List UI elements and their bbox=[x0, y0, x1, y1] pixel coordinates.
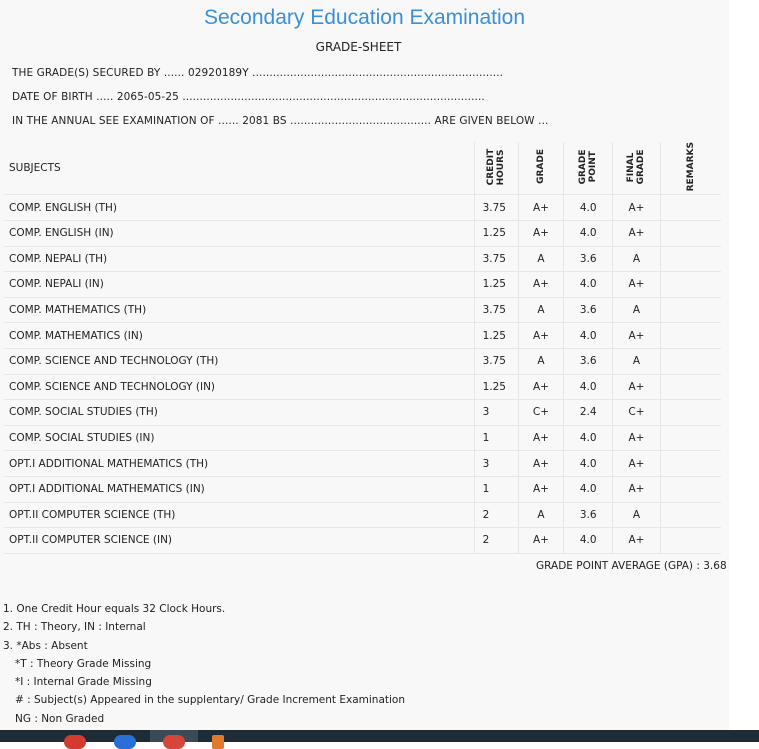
final-grade-cell: A bbox=[613, 297, 660, 323]
app-icon[interactable] bbox=[64, 735, 86, 749]
credit-hours-cell: 1.25 bbox=[474, 220, 518, 246]
remarks-cell bbox=[660, 272, 721, 298]
table-row bbox=[4, 400, 721, 426]
remarks-cell bbox=[660, 502, 721, 528]
grade-cell: C+ bbox=[518, 400, 563, 426]
grade-cell: A+ bbox=[518, 220, 563, 246]
footnote: 1. One Credit Hour equals 32 Clock Hours. bbox=[3, 603, 226, 615]
final-grade-cell: A+ bbox=[613, 425, 660, 451]
credit-hours-cell: 2 bbox=[474, 502, 518, 528]
credit-hours-cell: 3.75 bbox=[474, 246, 518, 272]
final-grade-cell: A+ bbox=[613, 476, 660, 502]
credit-hours-cell: 3 bbox=[474, 451, 518, 477]
footnote: *T : Theory Grade Missing bbox=[15, 657, 152, 670]
credit-hours-cell: 1 bbox=[474, 476, 518, 502]
leader-dots: ..... bbox=[96, 91, 114, 103]
subject-cell: OPT.II COMPUTER SCIENCE (IN) bbox=[4, 528, 474, 554]
gpa-summary bbox=[536, 560, 727, 572]
leader-dots: ......................................................................... bbox=[252, 67, 504, 79]
final-grade-cell: A+ bbox=[613, 374, 660, 400]
grade-cell: A bbox=[518, 297, 563, 323]
exam-suffix: ARE GIVEN BELOW bbox=[434, 115, 535, 127]
grade-point-cell: 4.0 bbox=[564, 451, 613, 477]
subject-cell: COMP. SOCIAL STUDIES (IN) bbox=[4, 425, 474, 451]
gpa-label: GRADE POINT AVERAGE (GPA) : bbox=[536, 560, 700, 572]
leader-dots: ...... bbox=[163, 67, 185, 79]
grade-cell: A bbox=[518, 502, 563, 528]
browser-icon[interactable] bbox=[163, 735, 185, 749]
exam-label: IN THE ANNUAL SEE EXAMINATION OF bbox=[12, 115, 215, 127]
table-row bbox=[4, 272, 721, 298]
grade-cell: A bbox=[518, 246, 563, 272]
footnote: # : Subject(s) Appeared in the supplentary/ Grade Increment Examination bbox=[15, 694, 405, 707]
footnotes bbox=[3, 600, 405, 728]
subject-cell: OPT.I ADDITIONAL MATHEMATICS (IN) bbox=[4, 476, 474, 502]
grade-point-cell: 4.0 bbox=[564, 425, 613, 451]
subject-cell: COMP. SCIENCE AND TECHNOLOGY (TH) bbox=[4, 348, 474, 374]
table-row bbox=[4, 502, 721, 528]
remarks-cell bbox=[660, 528, 721, 554]
remarks-cell bbox=[660, 476, 721, 502]
grade-point-cell: 3.6 bbox=[564, 348, 613, 374]
header-credit-hours-cell bbox=[474, 142, 518, 195]
app-icon[interactable] bbox=[212, 735, 224, 749]
final-grade-cell: A bbox=[613, 246, 660, 272]
remarks-cell bbox=[660, 348, 721, 374]
grades-table bbox=[4, 142, 721, 554]
header-final-grade: FINAL GRADE bbox=[626, 149, 647, 185]
table-row bbox=[4, 348, 721, 374]
final-grade-cell: A+ bbox=[613, 451, 660, 477]
remarks-cell bbox=[660, 195, 721, 221]
remarks-cell bbox=[660, 297, 721, 323]
gpa-value: 3.68 bbox=[703, 560, 727, 572]
grade-sheet-heading: GRADE-SHEET bbox=[315, 40, 402, 54]
subject-cell: COMP. ENGLISH (IN) bbox=[4, 220, 474, 246]
grade-point-cell: 4.0 bbox=[564, 220, 613, 246]
final-grade-cell: A+ bbox=[613, 323, 660, 349]
header-grade-cell bbox=[518, 142, 563, 195]
header-grade-point-cell bbox=[564, 142, 613, 195]
footnote: *I : Internal Grade Missing bbox=[15, 676, 152, 689]
table-row bbox=[4, 476, 721, 502]
grades-secured-line bbox=[12, 67, 503, 79]
footnote: 3. *Abs : Absent bbox=[3, 639, 88, 652]
table-header-row bbox=[4, 142, 721, 195]
final-grade-cell: A bbox=[613, 348, 660, 374]
credit-hours-cell: 3.75 bbox=[474, 195, 518, 221]
table-row bbox=[4, 220, 721, 246]
grade-point-cell: 4.0 bbox=[564, 528, 613, 554]
grade-point-cell: 2.4 bbox=[564, 400, 613, 426]
page-title: Secondary Education Examination bbox=[203, 6, 526, 29]
remarks-cell bbox=[660, 400, 721, 426]
subject-cell: COMP. NEPALI (IN) bbox=[4, 272, 474, 298]
symbol-number: 02920189Y bbox=[187, 67, 249, 79]
subject-cell: OPT.II COMPUTER SCIENCE (TH) bbox=[4, 502, 474, 528]
grade-point-cell: 3.6 bbox=[564, 297, 613, 323]
header-remarks-cell bbox=[660, 142, 721, 195]
header-remarks: REMARKS bbox=[685, 142, 696, 192]
credit-hours-cell: 3.75 bbox=[474, 348, 518, 374]
final-grade-cell: A+ bbox=[613, 195, 660, 221]
grade-cell: A+ bbox=[518, 451, 563, 477]
remarks-cell bbox=[660, 451, 721, 477]
remarks-cell bbox=[660, 374, 721, 400]
leader-dots: ...... bbox=[218, 115, 239, 127]
credit-hours-cell: 1 bbox=[474, 425, 518, 451]
grade-point-cell: 4.0 bbox=[564, 476, 613, 502]
table-row bbox=[4, 297, 721, 323]
remarks-cell bbox=[660, 425, 721, 451]
table-row bbox=[4, 528, 721, 554]
grade-point-cell: 3.6 bbox=[564, 246, 613, 272]
taskbar bbox=[0, 730, 759, 742]
date-of-birth-line bbox=[12, 91, 485, 103]
grade-point-cell: 4.0 bbox=[564, 272, 613, 298]
footnote: 2. TH : Theory, IN : Internal bbox=[3, 621, 146, 634]
grade-cell: A+ bbox=[518, 272, 563, 298]
leader-dots: ........................................................................................ bbox=[182, 91, 485, 103]
table-row bbox=[4, 374, 721, 400]
grade-point-cell: 4.0 bbox=[564, 195, 613, 221]
final-grade-cell: A+ bbox=[613, 220, 660, 246]
table-row bbox=[4, 323, 721, 349]
grade-cell: A+ bbox=[518, 195, 563, 221]
grade-cell: A+ bbox=[518, 528, 563, 554]
credit-hours-cell: 1.25 bbox=[474, 374, 518, 400]
final-grade-cell: A+ bbox=[613, 272, 660, 298]
subject-cell: COMP. NEPALI (TH) bbox=[4, 246, 474, 272]
remarks-cell bbox=[660, 220, 721, 246]
table-row bbox=[4, 195, 721, 221]
grade-point-cell: 4.0 bbox=[564, 374, 613, 400]
credit-hours-cell: 1.25 bbox=[474, 323, 518, 349]
examination-line bbox=[12, 115, 548, 127]
header-subjects: SUBJECTS bbox=[4, 142, 474, 195]
credit-hours-cell: 2 bbox=[474, 528, 518, 554]
exam-year: 2081 BS bbox=[242, 115, 287, 127]
remarks-cell bbox=[660, 323, 721, 349]
grades-secured-label: THE GRADE(S) SECURED BY bbox=[12, 67, 161, 79]
credit-hours-cell: 1.25 bbox=[474, 272, 518, 298]
footnote: NG : Non Graded bbox=[15, 712, 105, 725]
grade-cell: A+ bbox=[518, 323, 563, 349]
header-credit-hours: CREDIT HOURS bbox=[486, 148, 507, 186]
dob-label: DATE OF BIRTH bbox=[12, 91, 93, 103]
grade-point-cell: 4.0 bbox=[564, 323, 613, 349]
remarks-cell bbox=[660, 246, 721, 272]
grade-cell: A+ bbox=[518, 476, 563, 502]
final-grade-cell: A+ bbox=[613, 528, 660, 554]
subject-cell: COMP. MATHEMATICS (TH) bbox=[4, 297, 474, 323]
header-final-grade-cell bbox=[613, 142, 660, 195]
table-row bbox=[4, 246, 721, 272]
table-row bbox=[4, 425, 721, 451]
final-grade-cell: C+ bbox=[613, 400, 660, 426]
credit-hours-cell: 3.75 bbox=[474, 297, 518, 323]
dob-value: 2065-05-25 bbox=[116, 91, 179, 103]
grade-cell: A+ bbox=[518, 425, 563, 451]
credit-hours-cell: 3 bbox=[474, 400, 518, 426]
app-icon[interactable] bbox=[114, 735, 136, 749]
header-grade-point: GRADE POINT bbox=[578, 149, 599, 185]
table-row bbox=[4, 451, 721, 477]
subject-cell: COMP. SCIENCE AND TECHNOLOGY (IN) bbox=[4, 374, 474, 400]
grade-cell: A+ bbox=[518, 374, 563, 400]
grade-point-cell: 3.6 bbox=[564, 502, 613, 528]
subject-cell: OPT.I ADDITIONAL MATHEMATICS (TH) bbox=[4, 451, 474, 477]
subject-cell: COMP. SOCIAL STUDIES (TH) bbox=[4, 400, 474, 426]
header-grade: GRADE bbox=[535, 149, 546, 185]
subject-cell: COMP. ENGLISH (TH) bbox=[4, 195, 474, 221]
grade-cell: A bbox=[518, 348, 563, 374]
final-grade-cell: A bbox=[613, 502, 660, 528]
leader-dots: ... bbox=[538, 115, 549, 127]
subject-cell: COMP. MATHEMATICS (IN) bbox=[4, 323, 474, 349]
leader-dots: ......................................... bbox=[290, 115, 432, 127]
